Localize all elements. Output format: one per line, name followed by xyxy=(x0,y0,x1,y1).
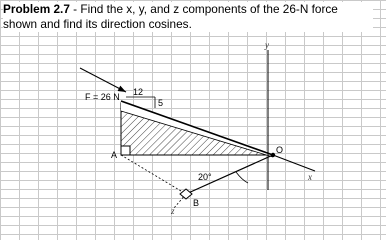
x-axis-label: x xyxy=(308,172,312,182)
point-o xyxy=(271,153,275,157)
projection-line-ab xyxy=(121,155,186,194)
slope-rise-label: 5 xyxy=(158,98,164,108)
angle-label: 20° xyxy=(198,172,212,182)
point-b-label: B xyxy=(193,198,200,208)
support-b xyxy=(180,189,192,199)
force-vector-arrow xyxy=(80,68,126,92)
force-label: F = 26 N xyxy=(85,92,120,102)
slope-run-label: 12 xyxy=(133,87,144,97)
angle-arc xyxy=(236,172,248,183)
problem-number: Problem 2.7 xyxy=(3,2,70,16)
support-a xyxy=(121,146,130,155)
y-axis-label: y xyxy=(265,40,269,50)
point-o-label: O xyxy=(276,145,284,155)
z-axis-label: z xyxy=(171,206,175,216)
problem-text-line2: shown and find its direction cosines. xyxy=(3,17,192,31)
point-a-label: A xyxy=(111,150,118,160)
x-axis xyxy=(273,155,315,171)
problem-text-line1: - Find the x, y, and z components of the 26-N force xyxy=(69,2,338,16)
